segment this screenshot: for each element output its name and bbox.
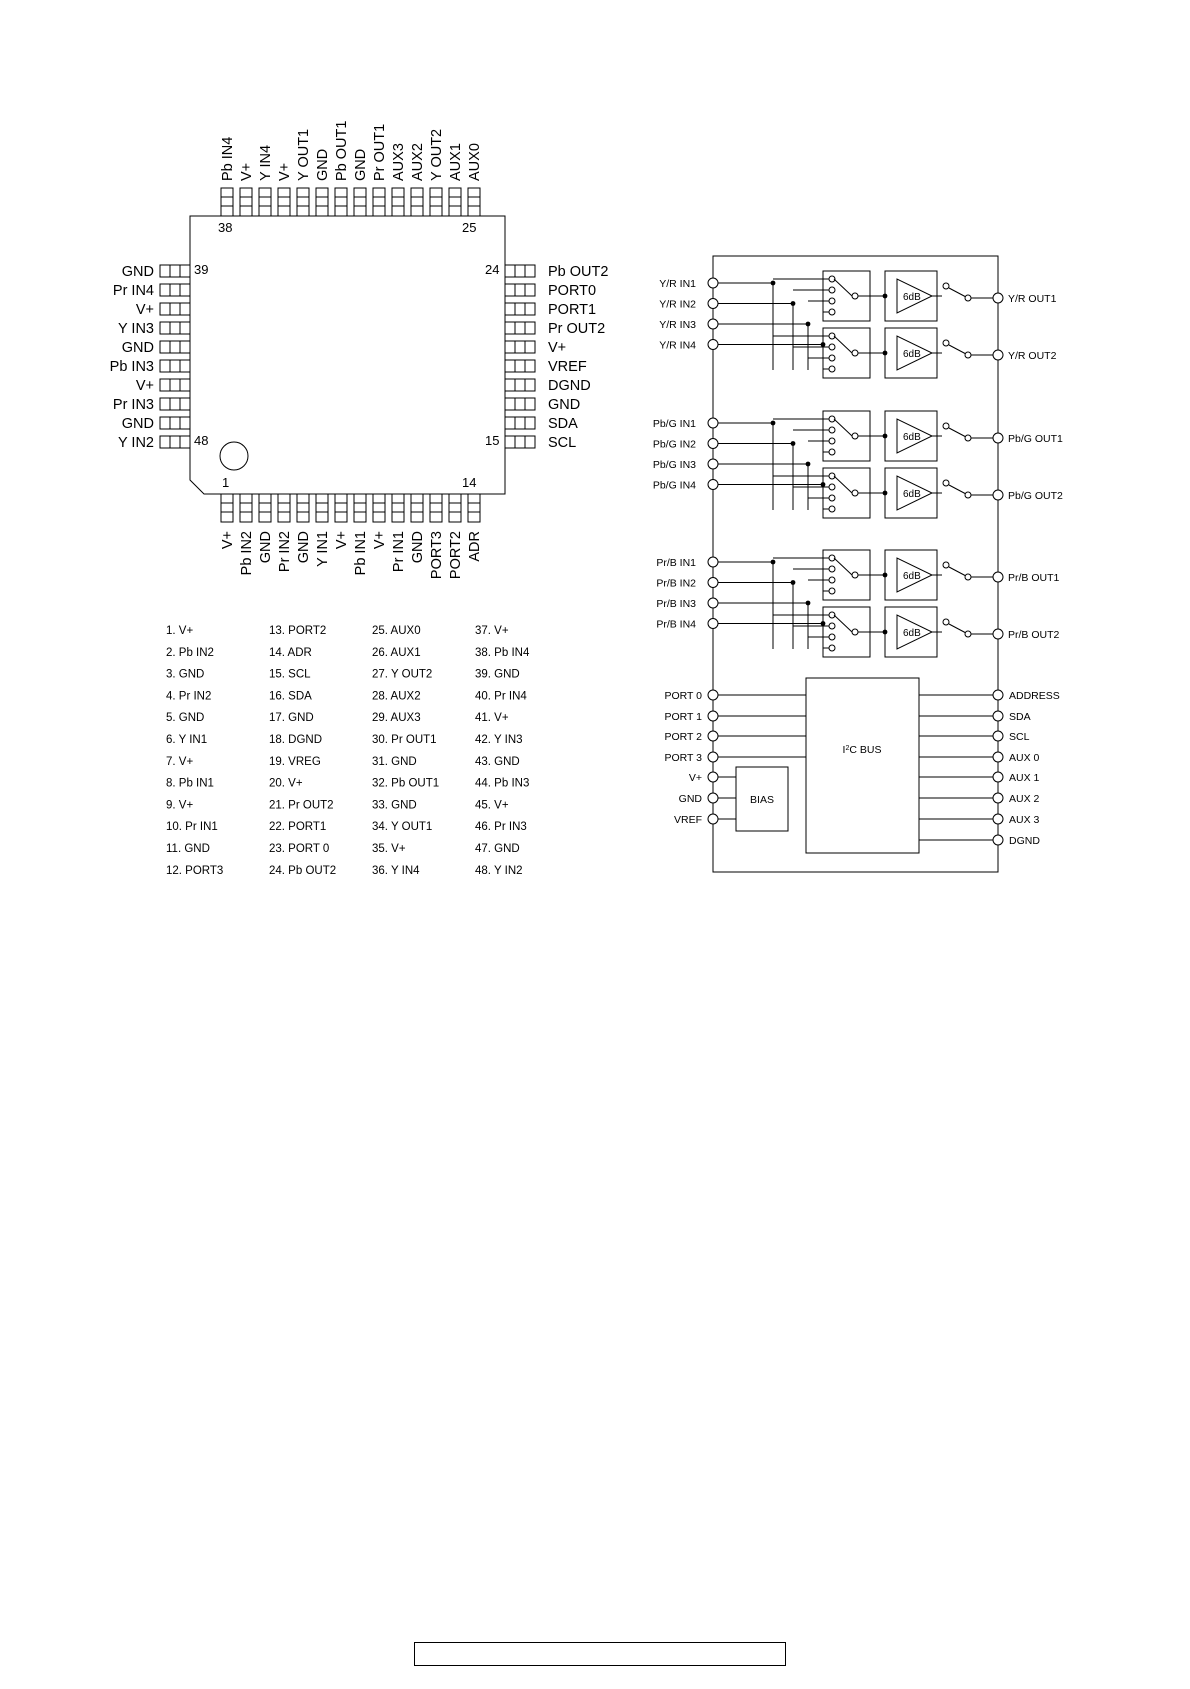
top-pin-lead <box>240 188 252 216</box>
top-pin-lead <box>354 188 366 216</box>
pin-function-list <box>166 625 530 877</box>
amp-gain-label: 6dB <box>903 628 921 639</box>
pin-list-entry: 2. Pb IN2 <box>166 646 214 659</box>
right-pin-label: GND <box>548 397 581 413</box>
output-pin-label: Y/R OUT1 <box>1008 293 1057 305</box>
switch-contact <box>852 350 858 356</box>
switch-contact <box>829 427 835 433</box>
bottom-pin-lead <box>278 494 290 522</box>
output-pin-label: Pr/B OUT2 <box>1008 629 1060 641</box>
pin-list-entry: 43. GND <box>475 755 520 768</box>
left-pin-label: Pr IN3 <box>112 397 154 413</box>
pin-list-entry: 13. PORT2 <box>269 625 327 637</box>
switch-contact <box>943 562 949 568</box>
pin-list-entry: 22. PORT1 <box>269 821 327 834</box>
bottom-pin-lead <box>449 494 461 522</box>
package-body <box>190 216 505 494</box>
right-pin-lead <box>505 417 535 429</box>
pin-list-entry: 37. V+ <box>475 625 509 637</box>
pin-number-14: 14 <box>462 475 477 490</box>
left-pin-lead <box>160 341 190 353</box>
top-pin-label: AUX3 <box>391 143 407 181</box>
pin-list-entry: 42. Y IN3 <box>475 734 523 746</box>
bias-label: BIAS <box>750 794 774 806</box>
bottom-pin-label: PORT2 <box>448 531 464 580</box>
input-pin-label: Pb/G IN4 <box>652 479 696 492</box>
top-pin-lead <box>278 188 290 216</box>
top-pin-label: AUX2 <box>410 143 426 181</box>
left-pin-lead <box>160 284 190 296</box>
switch-arm <box>834 336 852 353</box>
amp-gain-label: 6dB <box>903 349 921 360</box>
control-pin <box>993 772 1003 782</box>
bottom-pin-lead <box>297 494 309 522</box>
bottom-pin-label: Pb IN1 <box>353 531 369 576</box>
control-pin-label: PORT 2 <box>664 731 702 743</box>
output-pin <box>993 490 1003 500</box>
pin-list-entry: 36. Y IN4 <box>372 864 420 877</box>
pin-list-entry: 19. VREG <box>269 755 321 768</box>
pin-number-48: 48 <box>194 433 209 448</box>
pin-number-24: 24 <box>485 262 500 277</box>
control-pin <box>708 752 718 762</box>
switch-arm <box>949 485 966 494</box>
input-pin <box>708 340 718 350</box>
top-pin-label: Y IN4 <box>258 144 274 181</box>
switch-contact <box>829 634 835 640</box>
input-pin-label: Y/R IN2 <box>659 298 696 311</box>
pin-list-entry: 47. GND <box>475 843 520 855</box>
control-pin <box>708 690 718 700</box>
top-pin-lead <box>373 188 385 216</box>
right-pin-label: DGND <box>548 378 591 394</box>
top-pin-lead <box>259 188 271 216</box>
left-pin-lead <box>160 360 190 372</box>
pin-list-entry: 7. V+ <box>166 755 194 768</box>
input-pin-label: Pb/G IN2 <box>652 438 696 451</box>
switch-contact <box>852 490 858 496</box>
control-pin-label: AUX 3 <box>1009 814 1040 826</box>
switch-contact <box>965 352 971 358</box>
bottom-pin-lead <box>411 494 423 522</box>
output-pin-label: Pr/B OUT1 <box>1008 572 1060 584</box>
bottom-pin-lead <box>240 494 252 522</box>
right-pin-label: SCL <box>548 435 577 451</box>
pin-list-entry: 35. V+ <box>372 843 406 855</box>
pin-list-entry: 26. AUX1 <box>372 646 421 659</box>
input-pin-label: Y/R IN1 <box>659 278 696 290</box>
switch-contact <box>829 588 835 594</box>
pin-list-entry: 40. Pr IN4 <box>475 690 527 703</box>
pin-list-entry: 29. AUX3 <box>372 712 421 725</box>
top-pin-lead <box>297 188 309 216</box>
input-pin-label: Y/R IN3 <box>659 319 696 331</box>
switch-contact <box>965 574 971 580</box>
pin-list-entry: 12. PORT3 <box>166 864 224 877</box>
pin-list-entry: 48. Y IN2 <box>475 864 523 877</box>
switch-arm <box>949 345 966 354</box>
bottom-pin-lead <box>373 494 385 522</box>
right-pin-lead <box>505 322 535 334</box>
top-pin-label: Pb IN4 <box>220 136 236 181</box>
control-pin <box>708 731 718 741</box>
bottom-pin-label: GND <box>258 531 274 564</box>
pin-list-entry: 33. GND <box>372 799 417 812</box>
top-pin-lead <box>411 188 423 216</box>
control-pin-label: DGND <box>1009 835 1040 847</box>
switch-contact <box>852 433 858 439</box>
switch-contact <box>829 355 835 361</box>
right-pin-lead <box>505 436 535 448</box>
left-pin-lead <box>160 436 190 448</box>
input-pin <box>708 557 718 567</box>
pin-list-entry: 4. Pr IN2 <box>166 690 212 703</box>
pin-list-entry: 18. DGND <box>269 734 323 746</box>
top-pin-label: V+ <box>239 162 255 181</box>
pin-list-entry: 16. SDA <box>269 690 312 703</box>
pin-list-entry: 17. GND <box>269 712 314 725</box>
left-pin-label: GND <box>121 416 154 432</box>
switch-arm <box>834 476 852 493</box>
switch-contact <box>829 506 835 512</box>
input-pin <box>708 299 718 309</box>
switch-contact <box>943 340 949 346</box>
top-pin-label: GND <box>315 148 331 181</box>
control-pin <box>993 690 1003 700</box>
left-pin-label: GND <box>121 264 154 280</box>
switch-contact <box>943 283 949 289</box>
top-pin-lead <box>392 188 404 216</box>
block-diagram <box>653 256 1063 872</box>
i2c-superscript: 2 <box>845 744 850 752</box>
pin-list-entry: 3. GND <box>166 668 205 681</box>
left-pin-label: Pb IN3 <box>109 359 154 375</box>
control-pin <box>708 772 718 782</box>
switch-contact <box>852 572 858 578</box>
switch-arm <box>949 624 966 633</box>
bottom-pin-lead <box>468 494 480 522</box>
control-pin <box>993 711 1003 721</box>
top-pin-label: Pb OUT1 <box>334 120 350 181</box>
bottom-pin-label: V+ <box>372 531 388 550</box>
pin-list-entry: 41. V+ <box>475 712 509 725</box>
amp-gain-label: 6dB <box>903 489 921 500</box>
control-pin <box>993 814 1003 824</box>
switch-arm <box>834 279 852 296</box>
top-pin-label: Pr OUT1 <box>372 123 388 181</box>
left-pin-lead <box>160 265 190 277</box>
switch-contact <box>965 631 971 637</box>
control-pin-label: AUX 1 <box>1009 772 1040 784</box>
pin-list-entry: 32. Pb OUT1 <box>372 777 440 790</box>
pin-list-entry: 6. Y IN1 <box>166 734 208 746</box>
left-pin-lead <box>160 303 190 315</box>
switch-contact <box>829 298 835 304</box>
switch-contact <box>829 344 835 350</box>
junction-dot <box>791 580 796 585</box>
junction-dot <box>771 421 776 426</box>
pin-list-entry: 46. Pr IN3 <box>475 821 527 834</box>
right-pin-label: VREF <box>548 359 587 375</box>
switch-arm <box>834 419 852 436</box>
switch-arm <box>834 558 852 575</box>
control-pin-label: ADDRESS <box>1009 690 1060 702</box>
pin1-marker <box>220 442 248 470</box>
switch-contact <box>852 629 858 635</box>
bottom-pin-lead <box>392 494 404 522</box>
bottom-pin-lead <box>354 494 366 522</box>
switch-arm <box>834 615 852 632</box>
pin-list-entry: 23. PORT 0 <box>269 843 330 855</box>
input-pin <box>708 278 718 288</box>
pin-list-entry: 11. GND <box>166 843 210 855</box>
pin-number-1: 1 <box>222 475 230 490</box>
top-pin-lead <box>221 188 233 216</box>
pin-list-entry: 8. Pb IN1 <box>166 777 214 790</box>
input-pin-label: Pr/B IN4 <box>656 618 696 631</box>
input-pin <box>708 439 718 449</box>
output-pin-label: Pb/G OUT1 <box>1008 433 1063 445</box>
switch-arm <box>949 288 966 297</box>
footer-box <box>414 1642 786 1666</box>
top-pin-lead <box>430 188 442 216</box>
ic-package-pinout <box>110 121 609 580</box>
amp-gain-label: 6dB <box>903 432 921 443</box>
output-pin <box>993 572 1003 582</box>
control-pin <box>708 711 718 721</box>
bottom-pin-lead <box>259 494 271 522</box>
bottom-pin-label: Pr IN1 <box>391 531 407 573</box>
pin-list-entry: 9. V+ <box>166 799 194 812</box>
bottom-pin-lead <box>316 494 328 522</box>
pin-list-entry: 38. Pb IN4 <box>475 646 530 659</box>
pin-list-entry: 15. SCL <box>269 668 311 681</box>
pin-list-entry: 44. Pb IN3 <box>475 777 530 790</box>
bottom-pin-label: ADR <box>467 531 483 562</box>
input-pin-label: Y/R IN4 <box>659 339 696 352</box>
switch-contact <box>852 293 858 299</box>
input-pin <box>708 418 718 428</box>
control-pin-label: SCL <box>1009 731 1030 743</box>
input-pin-label: Pr/B IN2 <box>656 577 696 590</box>
switch-contact <box>829 645 835 651</box>
left-pin-label: Y IN2 <box>117 435 154 451</box>
left-pin-lead <box>160 398 190 410</box>
right-pin-label: PORT1 <box>548 302 597 318</box>
right-pin-label: PORT0 <box>548 283 597 299</box>
left-pin-lead <box>160 417 190 429</box>
switch-contact <box>829 577 835 583</box>
input-pin-label: Pr/B IN3 <box>656 598 696 610</box>
bottom-pin-lead <box>430 494 442 522</box>
control-pin <box>708 793 718 803</box>
pin-list-entry: 20. V+ <box>269 777 303 790</box>
pin-list-entry: 30. Pr OUT1 <box>372 734 437 746</box>
control-pin-label: VREF <box>673 814 702 826</box>
junction-dot <box>806 322 811 327</box>
switch-contact <box>829 309 835 315</box>
control-pin <box>993 835 1003 845</box>
left-pin-label: V+ <box>135 378 154 394</box>
top-pin-lead <box>468 188 480 216</box>
input-pin-label: Pb/G IN1 <box>652 418 696 430</box>
output-pin-label: Y/R OUT2 <box>1008 350 1057 362</box>
top-pin-lead <box>335 188 347 216</box>
output-pin <box>993 433 1003 443</box>
control-pin-label: PORT 0 <box>664 690 702 702</box>
i2c-bus-label: $I^2C$ BUS <box>842 744 882 756</box>
pin-list-entry: 21. Pr OUT2 <box>269 799 334 812</box>
switch-contact <box>829 287 835 293</box>
switch-arm <box>949 567 966 576</box>
amp-gain-label: 6dB <box>903 292 921 303</box>
bottom-pin-lead <box>335 494 347 522</box>
input-pin-label: Pb/G IN3 <box>652 459 696 471</box>
right-pin-lead <box>505 284 535 296</box>
pin-number-38: 38 <box>218 220 233 235</box>
control-pin <box>708 814 718 824</box>
pin-list-entry: 24. Pb OUT2 <box>269 864 337 877</box>
i2c-bus-block <box>806 678 919 853</box>
left-pin-label: GND <box>121 340 154 356</box>
right-pin-lead <box>505 398 535 410</box>
pin-number-25: 25 <box>462 220 477 235</box>
control-pin-label: PORT 3 <box>664 752 702 764</box>
top-pin-label: Y OUT2 <box>429 128 445 181</box>
pin-number-39: 39 <box>194 262 209 277</box>
right-pin-lead <box>505 303 535 315</box>
pin-list-entry: 10. Pr IN1 <box>166 821 218 834</box>
output-pin <box>993 629 1003 639</box>
switch-contact <box>943 619 949 625</box>
right-pin-lead <box>505 379 535 391</box>
right-pin-label: V+ <box>548 340 567 356</box>
left-pin-lead <box>160 322 190 334</box>
top-pin-label: Y OUT1 <box>296 128 312 181</box>
pin-list-entry: 31. GND <box>372 755 417 768</box>
switch-arm <box>949 428 966 437</box>
output-pin-label: Pb/G OUT2 <box>1008 490 1063 502</box>
output-pin <box>993 350 1003 360</box>
top-pin-lead <box>316 188 328 216</box>
pin-list-entry: 14. ADR <box>269 646 312 659</box>
control-pin <box>993 731 1003 741</box>
pin-number-15: 15 <box>485 433 500 448</box>
junction-dot <box>791 301 796 306</box>
control-pin <box>993 793 1003 803</box>
top-pin-label: GND <box>353 148 369 181</box>
pin-list-entry: 5. GND <box>166 712 205 725</box>
control-pin-label: PORT 1 <box>664 711 702 723</box>
switch-contact <box>829 484 835 490</box>
switch-contact <box>829 438 835 444</box>
switch-contact <box>829 366 835 372</box>
right-pin-lead <box>505 265 535 277</box>
junction-dot <box>806 462 811 467</box>
top-pin-label: AUX1 <box>448 143 464 181</box>
right-pin-lead <box>505 360 535 372</box>
pin-list-entry: 25. AUX0 <box>372 625 421 637</box>
bottom-pin-label: V+ <box>334 531 350 550</box>
top-pin-label: V+ <box>277 162 293 181</box>
input-pin <box>708 619 718 629</box>
bottom-pin-lead <box>221 494 233 522</box>
pin-list-entry: 45. V+ <box>475 799 509 812</box>
right-pin-lead <box>505 341 535 353</box>
bottom-pin-label: Pr IN2 <box>277 531 293 573</box>
switch-contact <box>829 495 835 501</box>
pin-list-entry: 1. V+ <box>166 625 194 637</box>
pin-list-entry: 39. GND <box>475 668 520 681</box>
input-pin <box>708 578 718 588</box>
amp-gain-label: 6dB <box>903 571 921 582</box>
control-pin-label: V+ <box>688 772 702 784</box>
left-pin-lead <box>160 379 190 391</box>
input-pin-label: Pr/B IN1 <box>656 557 696 569</box>
input-pin <box>708 459 718 469</box>
bottom-pin-label: GND <box>410 531 426 564</box>
bottom-pin-label: Pb IN2 <box>239 531 255 576</box>
left-pin-label: Pr IN4 <box>112 283 154 299</box>
control-pin-label: AUX 0 <box>1009 752 1040 764</box>
control-pin <box>993 752 1003 762</box>
switch-contact <box>943 423 949 429</box>
right-pin-label: Pr OUT2 <box>548 321 606 337</box>
bottom-pin-label: GND <box>296 531 312 564</box>
control-pin-label: SDA <box>1009 711 1031 723</box>
bottom-pin-label: V+ <box>220 531 236 550</box>
control-pin-label: AUX 2 <box>1009 793 1040 805</box>
output-pin <box>993 293 1003 303</box>
switch-contact <box>965 492 971 498</box>
junction-dot <box>771 560 776 565</box>
control-pin-label: GND <box>678 793 702 805</box>
junction-dot <box>806 601 811 606</box>
right-pin-label: SDA <box>548 416 578 432</box>
input-pin <box>708 319 718 329</box>
top-pin-lead <box>449 188 461 216</box>
input-pin <box>708 480 718 490</box>
pin-list-entry: 27. Y OUT2 <box>372 668 433 681</box>
bottom-pin-label: Y IN1 <box>315 531 331 568</box>
right-pin-label: Pb OUT2 <box>548 264 609 280</box>
switch-contact <box>829 449 835 455</box>
left-pin-label: Y IN3 <box>117 321 154 337</box>
input-pin <box>708 598 718 608</box>
junction-dot <box>771 281 776 286</box>
left-pin-label: V+ <box>135 302 154 318</box>
switch-contact <box>965 435 971 441</box>
top-pin-label: AUX0 <box>467 143 483 181</box>
pin-list-entry: 34. Y OUT1 <box>372 821 433 834</box>
junction-dot <box>791 441 796 446</box>
switch-contact <box>829 566 835 572</box>
bottom-pin-label: PORT3 <box>429 531 445 580</box>
pin-list-entry: 28. AUX2 <box>372 690 421 703</box>
switch-contact <box>965 295 971 301</box>
switch-contact <box>829 623 835 629</box>
switch-contact <box>943 480 949 486</box>
